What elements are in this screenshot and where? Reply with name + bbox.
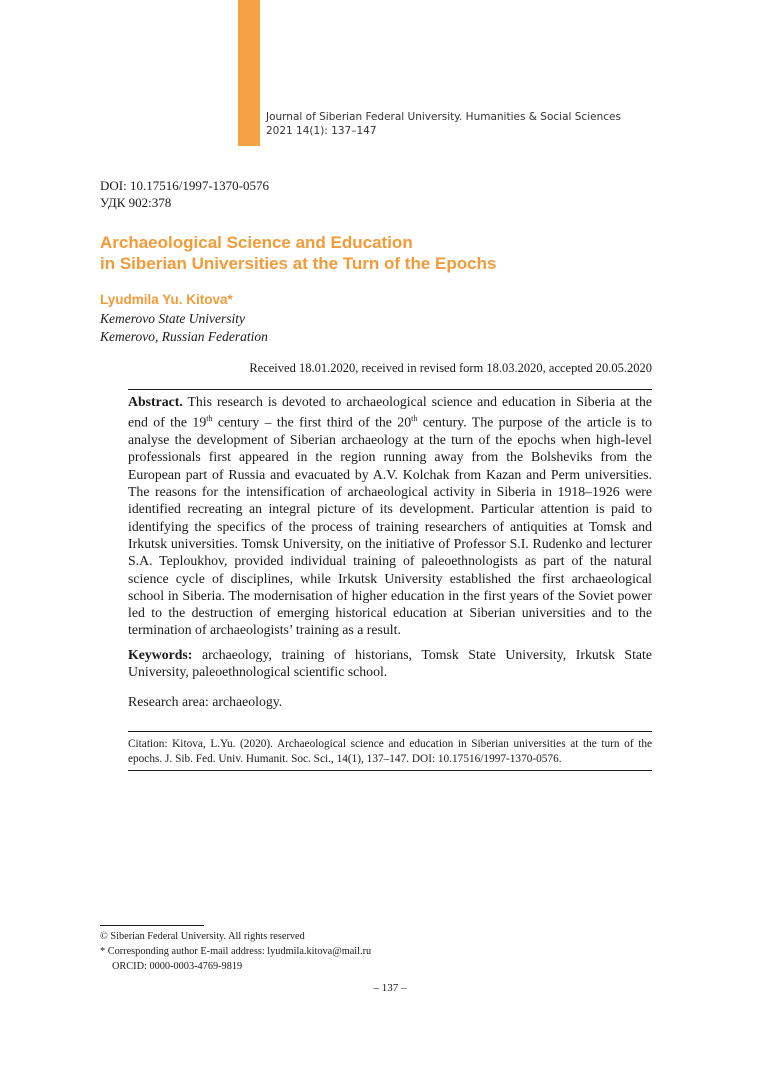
abstract-top-rule <box>128 389 652 390</box>
title-line-2: in Siberian Universities at the Turn of the Epochs <box>100 254 497 273</box>
abstract-text-1: This research is devoted to archaeological science and education in Siberia at the end of the 19 <box>128 394 652 430</box>
citation-bottom-rule <box>128 770 652 771</box>
page-number: – 137 – <box>373 982 407 994</box>
keywords-label: Keywords: <box>128 647 193 662</box>
doi: DOI: 10.17516/1997-1370-0576 <box>100 178 269 193</box>
abstract-sup-2: th <box>411 414 418 424</box>
article-identifiers <box>100 177 269 211</box>
journal-header <box>266 110 621 138</box>
abstract-sup-1: th <box>206 414 213 424</box>
title-line-1: Archaeological Science and Education <box>100 233 413 252</box>
abstract <box>128 393 652 639</box>
citation-top-rule <box>128 731 652 732</box>
journal-name: Journal of Siberian Federal University. Humanities & Social Sciences <box>266 111 621 123</box>
orcid-note: ORCID: 0000-0003-4769-9819 <box>112 961 243 972</box>
received-dates: Received 18.01.2020, received in revised form 18.03.2020, accepted 20.05.2020 <box>249 361 652 375</box>
affiliation-institution: Kemerovo State University <box>100 311 245 326</box>
footnote-rule <box>100 925 204 926</box>
udk: УДК 902:378 <box>100 195 172 210</box>
copyright-note: © Siberian Federal University. All rights reserved <box>100 931 305 942</box>
journal-issue: 2021 14(1): 137–147 <box>266 125 377 137</box>
citation: Citation: Kitova, L.Yu. (2020). Archaeological science and education in Siberian universities at the turn of the epochs. J. Sib. Fed. Univ. Humanit. Soc. Sci., 14(1), 137–147. DOI: 10.17516/1997-1370-0576. <box>128 738 652 765</box>
abstract-label: Abstract. <box>128 394 183 409</box>
author-name: Lyudmila Yu. Kitova* <box>100 292 233 307</box>
abstract-text-3: century. The purpose of the article is to analyse the development of Siberian archaeology at the turn of the epochs when high-level professionals first appeared in the region running away from the Bolsheviks from the European part of Russia and evacuated by A.V. Kolchak from Kazan and Perm universities. The reasons for the intensification of archaeological activity in Siberia in 1918–1926 were identified recreating an integral picture of its development. Particular attention is paid to identifying the specifics of the process of training researchers of antiquities at Tomsk and Irkutsk universities. Tomsk University, on the initiative of Professor S.I. Rudenko and lecturer S.A. Teploukhov, provided individual training of paleoethnologists as part of the natural science cycle of disciplines, while Irkutsk University established the first archaeological school in Siberia. The modernisation of higher education in the first years of the Soviet power led to the destruction of emerging historical education at Siberian universities and to the termination of archaeologists’ training as a result. <box>128 414 652 638</box>
article-title <box>100 232 700 274</box>
corresponding-author-note: * Corresponding author E-mail address: lyudmila.kitova@mail.ru <box>100 946 372 957</box>
journal-accent-bar <box>238 0 260 146</box>
affiliation-location: Kemerovo, Russian Federation <box>100 329 268 344</box>
abstract-text-2: century – the first third of the 20 <box>212 414 412 430</box>
keywords-text: archaeology, training of historians, Tomsk State University, Irkutsk State University, paleoethnological scientific school. <box>128 647 652 680</box>
keywords <box>128 646 652 681</box>
research-area: Research area: archaeology. <box>128 694 283 709</box>
footnotes <box>100 929 371 974</box>
author-affiliation <box>100 310 268 346</box>
